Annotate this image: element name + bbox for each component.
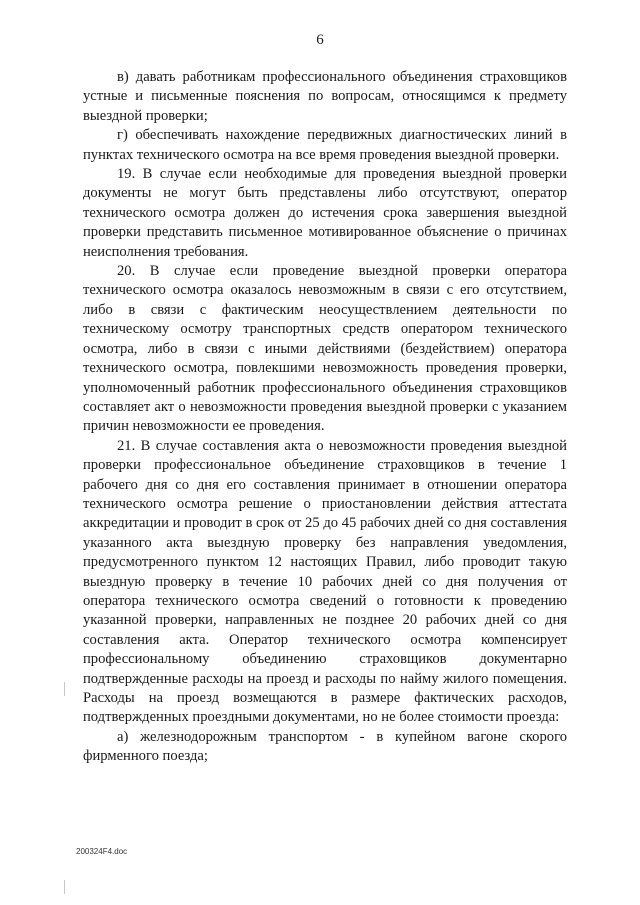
body-text bbox=[83, 68, 567, 767]
paragraph-clause-20: 20. В случае если проведение выездной проверки оператора технического осмотра оказалось невозможным в связи с его отсутствием, либо в связи с фактическим неосуществлением деятельности по техническому осмотру транспортных средств оператором технического осмотра, либо в связи с иными действиями (бездействием) оператора технического осмотра, повлекшими невозможность проведения проверки, уполномоченный работник профессионального объединения страховщиков составляет акт о невозможности проведения выездной проверки с указанием причин невозможности ее проведения. bbox=[83, 263, 567, 435]
paragraph-item-v: в) давать работникам профессионального объединения страховщиков устные и письменные пояснения по вопросам, относящимся к предмету выездной проверки; bbox=[83, 69, 567, 124]
margin-mark bbox=[64, 880, 65, 894]
paragraph-clause-19: 19. В случае если необходимые для проведения выездной проверки документы не могут быть представлены либо отсутствуют, оператор технического осмотра должен до истечения срока завершения выездной проверки представить письменное мотивированное объяснение о причинах неисполнения требования. bbox=[83, 166, 567, 260]
document-code: 200324F4.doc bbox=[76, 847, 128, 856]
paragraph-item-a: а) железнодорожным транспортом - в купейном вагоне скорого фирменного поезда; bbox=[83, 728, 567, 765]
paragraph-item-g: г) обеспечивать нахождение передвижных диагностических линий в пунктах технического осмотра на все время проведения выездной проверки. bbox=[83, 127, 567, 163]
page-number: 6 bbox=[316, 32, 324, 48]
margin-mark bbox=[64, 682, 65, 696]
paragraph-clause-21: 21. В случае составления акта о невозможности проведения выездной проверки профессиональное объединение страховщиков в течение 1 рабочего дня со дня его составления принимает в отношении оператора технического осмотра решение о приостановлении действия аттестата аккредитации и проводит в срок от 25 до 45 рабочих дней со дня составления указанного акта выездную проверку без направления уведомления, предусмотренного пунктом 12 настоящих Правил, либо проводит такую выездную проверку в течение 10 рабочих дней со дня получения от оператора технического осмотра сведений о готовности к проведению указанной проверки, направленных не позднее 20 рабочих дней со дня составления акта. Оператор технического осмотра компенсирует профессиональному объединению страховщиков документарно подтвержденные расходы на проезд и расходы по найму жилого помещения. Расходы на проезд возмещаются в размере фактических расходов, подтвержденных проездными документами, но не более стоимости проезда: bbox=[83, 437, 567, 726]
